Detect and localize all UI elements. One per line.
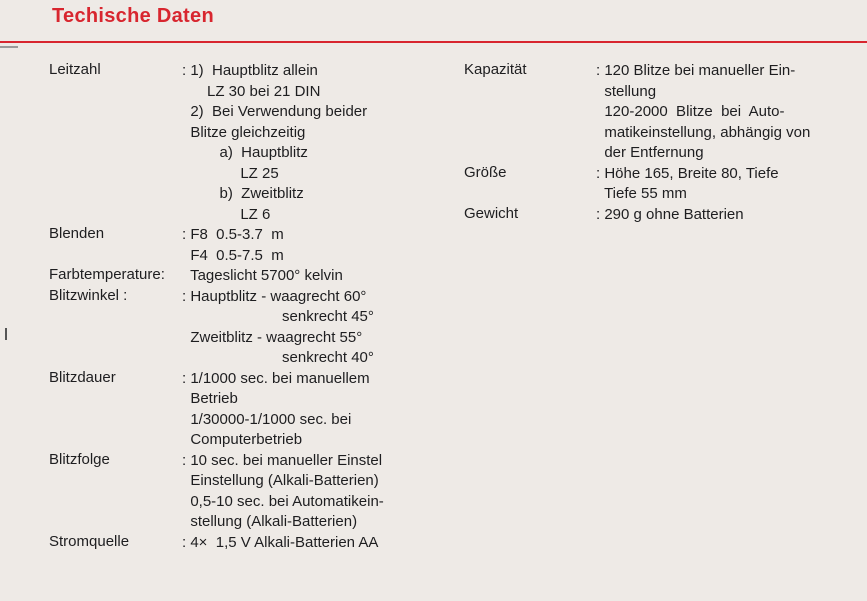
spec-value-line: Zweitblitz - waagrecht 55° [182, 328, 363, 346]
spec-label: Blitzdauer [49, 368, 116, 386]
spec-value-line: F4 0.5-7.5 m [182, 246, 284, 264]
spec-value-line: : 1) Hauptblitz allein [182, 62, 318, 79]
spec-row [49, 533, 449, 554]
spec-value-line: : 290 g ohne Batterien [596, 205, 744, 223]
spec-value-line: : 4× 1,5 V Alkali-Batterien AA [182, 533, 379, 551]
spec-value-line: LZ 6 [182, 205, 271, 223]
spec-value-line: senkrecht 45° [182, 308, 374, 325]
spec-label: Farbtemperature: [49, 266, 165, 283]
edge-tick [5, 328, 7, 340]
spec-value-line: : F8 0.5-3.7 m [182, 226, 284, 243]
spec-label: Gewicht [464, 204, 519, 222]
spec-label: Stromquelle [49, 532, 130, 550]
header-rule [0, 41, 867, 43]
spec-label: Blitzwinkel : [49, 286, 128, 304]
left-spec-column [49, 61, 449, 553]
page-title: Techische Daten [52, 5, 214, 27]
spec-row [49, 369, 449, 451]
spec-row [49, 287, 449, 369]
spec-value [182, 369, 449, 451]
spec-value-line: Einstellung (Alkali-Batterien) [182, 472, 379, 489]
spec-value-line: Computerbetrieb [182, 431, 303, 448]
spec-label: Größe [464, 163, 507, 181]
spec-value-line: LZ 30 bei 21 DIN [182, 82, 321, 100]
spec-label: Kapazität [464, 61, 527, 78]
spec-label: Blenden [49, 225, 105, 242]
edge-mark [0, 46, 18, 48]
spec-value-line: Tiefe 55 mm [596, 185, 687, 202]
spec-row [49, 225, 449, 266]
right-spec-column [464, 61, 864, 225]
spec-row [464, 164, 864, 205]
spec-value-line: Blitze gleichzeitig [182, 123, 306, 141]
spec-value-line: matikeinstellung, abhängig von [596, 123, 811, 141]
spec-value-line: senkrecht 40° [182, 349, 374, 366]
spec-row [464, 61, 864, 164]
spec-value-line: : Hauptblitz - waagrecht 60° [182, 287, 367, 305]
spec-value-line: 2) Bei Verwendung beider [182, 103, 368, 120]
spec-value-line: 0,5-10 sec. bei Automatikein- [182, 492, 384, 510]
spec-value [596, 205, 864, 226]
spec-value [596, 61, 864, 164]
spec-value-line: : Höhe 165, Breite 80, Tiefe [596, 164, 779, 182]
spec-row [49, 266, 449, 287]
spec-value-line: stellung [596, 82, 657, 100]
spec-value [182, 266, 449, 287]
spec-value [182, 225, 449, 266]
spec-value-line: 1/30000-1/1000 sec. bei [182, 410, 352, 428]
spec-value-line: 120-2000 Blitze bei Auto- [596, 103, 785, 120]
spec-value-line: a) Hauptblitz [182, 144, 308, 161]
spec-value-line: : 120 Blitze bei manueller Ein- [596, 62, 796, 79]
spec-value-line: : 10 sec. bei manueller Einstel [182, 451, 383, 469]
spec-value [182, 61, 449, 225]
spec-row [464, 205, 864, 226]
spec-row [49, 61, 449, 225]
spec-row [49, 451, 449, 533]
spec-value-line: : 1/1000 sec. bei manuellem [182, 369, 370, 387]
spec-value-line: LZ 25 [182, 164, 279, 182]
spec-value-line: b) Zweitblitz [182, 185, 304, 202]
spec-value [182, 533, 449, 554]
spec-value-line: Tageslicht 5700° kelvin [182, 267, 343, 284]
spec-value-line: Betrieb [182, 390, 238, 407]
spec-value [182, 451, 449, 533]
spec-label: Leitzahl [49, 61, 101, 78]
spec-value [596, 164, 864, 205]
spec-label: Blitzfolge [49, 450, 110, 468]
spec-value-line: stellung (Alkali-Batterien) [182, 513, 358, 530]
spec-value [182, 287, 449, 369]
spec-value-line: der Entfernung [596, 144, 704, 161]
